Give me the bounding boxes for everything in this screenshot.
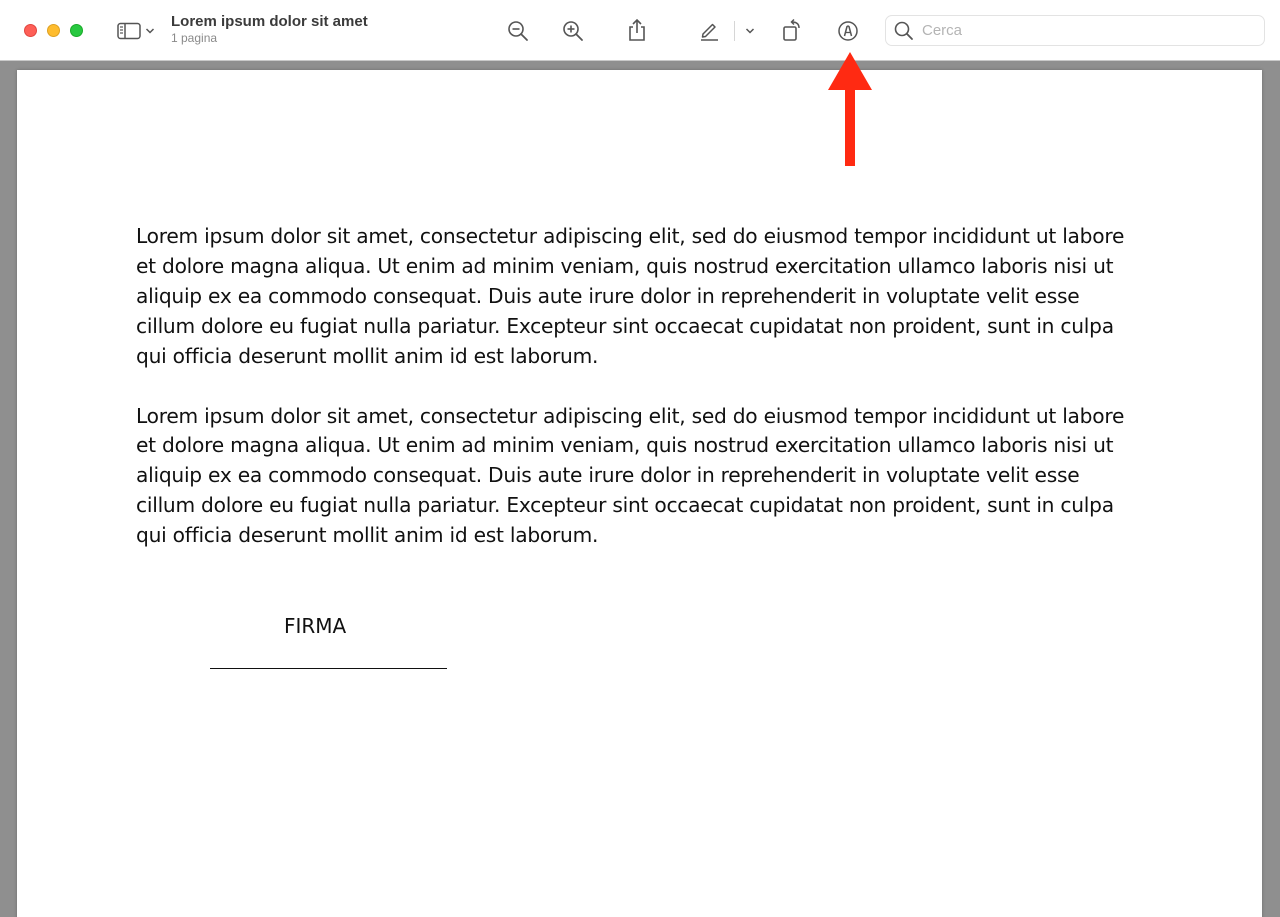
title-block (171, 13, 368, 46)
chevron-down-icon (145, 27, 155, 35)
maximize-window-button[interactable] (70, 24, 83, 37)
rotate-icon (781, 18, 803, 42)
share-button[interactable] (623, 16, 651, 44)
highlight-options-button[interactable] (741, 22, 759, 40)
share-icon (627, 18, 647, 42)
document-page (17, 70, 1262, 917)
signature-line (210, 668, 447, 669)
sidebar-toggle-button[interactable] (114, 19, 158, 43)
pen-icon (698, 19, 720, 41)
sidebar-icon (117, 22, 143, 40)
minimize-window-button[interactable] (47, 24, 60, 37)
chevron-down-icon (745, 27, 755, 35)
zoom-out-button[interactable] (504, 18, 532, 44)
paragraph: Lorem ipsum dolor sit amet, consectetur adipiscing elit, sed do eiusmod tempor incididunt ut labore et dolore magna aliqua. Ut enim ad minim veniam, quis nostrud exercitation ullamco laboris nisi ut aliquip ex ea commodo consequat. Duis aute irure dolor in reprehenderit in voluptate velit esse cillum dolore eu fugiat nulla pariatur. Excepteur sint occaecat cupidatat non proident, sunt in culpa qui officia deserunt mollit anim id est laborum. (136, 224, 1125, 368)
document-title: Lorem ipsum dolor sit amet (171, 13, 368, 30)
zoom-in-icon (562, 20, 584, 42)
document-page-count: 1 pagina (171, 31, 218, 45)
markup-button[interactable] (834, 17, 862, 45)
search-field[interactable] (885, 15, 1265, 46)
markup-icon (837, 20, 859, 42)
signature-label: FIRMA (284, 614, 347, 638)
toolbar-divider (734, 21, 735, 41)
zoom-in-button[interactable] (559, 18, 587, 44)
paragraph: Lorem ipsum dolor sit amet, consectetur adipiscing elit, sed do eiusmod tempor incididunt ut labore et dolore magna aliqua. Ut enim ad minim veniam, quis nostrud exercitation ullamco laboris nisi ut aliquip ex ea commodo consequat. Duis aute irure dolor in reprehenderit in voluptate velit esse cillum dolore eu fugiat nulla pariatur. Excepteur sint occaecat cupidatat non proident, sunt in culpa qui officia deserunt mollit anim id est laborum. (136, 403, 1125, 548)
search-icon (886, 21, 922, 41)
toolbar (0, 0, 1280, 61)
zoom-out-icon (507, 20, 529, 42)
close-window-button[interactable] (24, 24, 37, 37)
document-body (136, 222, 1136, 581)
highlight-button[interactable] (695, 17, 723, 43)
annotation-arrow-icon (826, 52, 874, 168)
rotate-button[interactable] (778, 16, 806, 44)
search-input[interactable] (922, 22, 1242, 39)
